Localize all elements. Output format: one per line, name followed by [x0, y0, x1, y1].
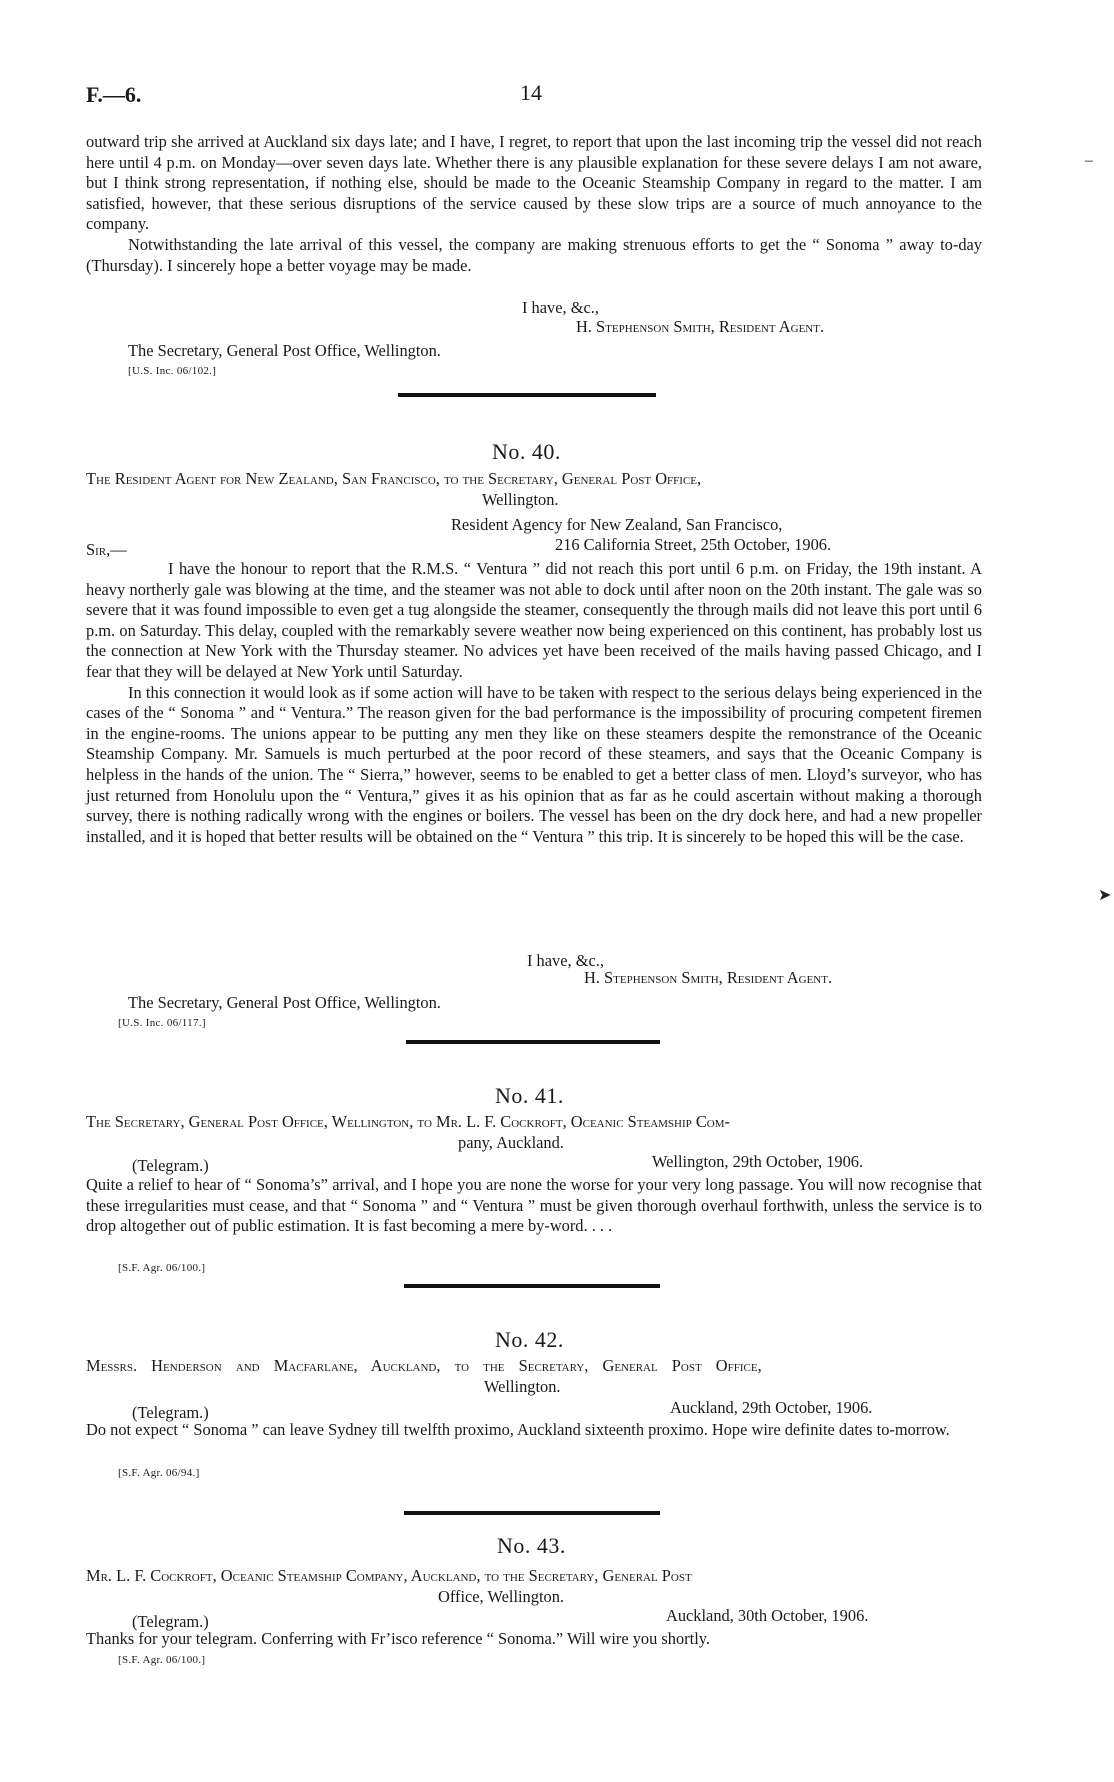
section-rule — [406, 1040, 660, 1044]
letter-41-title — [86, 1112, 982, 1153]
letter-40-ref: [U.S. Inc. 06/117.] — [118, 1017, 206, 1029]
letter-43-title-line1: Mr. L. F. Cockroft, Oceanic Steamship Company, Auckland, to the Secretary, General Post — [86, 1566, 692, 1585]
letter-40-body — [86, 559, 982, 847]
intro-section — [86, 132, 982, 276]
letter-40-title — [86, 469, 982, 510]
intro-paragraph-2: Notwithstanding the late arrival of this vessel, the company are making strenuous efforts to get the “ Sonoma ” away to-day (Thursday). I sincerely hope a better voyage may be made. — [86, 234, 982, 275]
letter-43-body: Thanks for your telegram. Conferring with Fr’isco reference “ Sonoma.” Will wire you shortly. — [86, 1629, 710, 1648]
intro-addressee: The Secretary, General Post Office, Wellington. — [128, 341, 441, 360]
section-rule — [404, 1511, 660, 1515]
intro-signature: H. Stephenson Smith, Resident Agent. — [576, 317, 825, 336]
letter-40-signature: H. Stephenson Smith, Resident Agent. — [584, 968, 833, 987]
letter-number-40: No. 40. — [492, 439, 561, 464]
letter-43-ref: [S.F. Agr. 06/100.] — [118, 1654, 206, 1666]
letter-40-title-line2: Wellington. — [482, 489, 559, 509]
intro-paragraph-1: outward trip she arrived at Auckland six days late; and I have, I regret, to report that upon the last incoming trip the vessel did not reach here until 4 p.m. on Monday—over seven days late. Whether there is any plausible explanation for these severe delays I am not aware, but I think strong representation, if nothing else, should be made to the Oceanic Steamship Company in regard to the matter. I am satisfied, however, that these serious disruptions of the service caused by these slow trips are a source of much annoyance to the company. — [86, 132, 982, 234]
letter-40-salutation: Sir,— — [86, 540, 127, 559]
letter-40-closing: I have, &c., — [527, 951, 604, 970]
letter-41-title-line1: The Secretary, General Post Office, Wellington, to Mr. L. F. Cockroft, Oceanic Steamship Com- — [86, 1112, 730, 1131]
letter-41-title-line2: pany, Auckland. — [458, 1132, 564, 1152]
letter-43-title — [86, 1566, 982, 1607]
letter-42-telegram: (Telegram.) — [132, 1403, 209, 1422]
letter-42-title-line1: Messrs. Henderson and Macfarlane, Auckland, to the Secretary, General Post Office, — [86, 1356, 762, 1375]
letter-42-ref: [S.F. Agr. 06/94.] — [118, 1467, 200, 1479]
page-ref: F.—6. — [86, 82, 142, 107]
letter-40-address-2: 216 California Street, 25th October, 1906. — [555, 535, 832, 554]
letter-43-title-line2: Office, Wellington. — [438, 1586, 564, 1606]
letter-43-dateline: Auckland, 30th October, 1906. — [666, 1606, 869, 1625]
letter-42-body: Do not expect “ Sonoma ” can leave Sydney till twelfth proximo, Auckland sixteenth proximo. Hope wire definite dates to-morrow. — [86, 1420, 950, 1439]
page-number: 14 — [520, 80, 542, 105]
letter-41-ref: [S.F. Agr. 06/100.] — [118, 1262, 206, 1274]
letter-40-addressee: The Secretary, General Post Office, Wellington. — [128, 993, 441, 1012]
letter-43-telegram: (Telegram.) — [132, 1612, 209, 1631]
letter-42-title — [86, 1356, 982, 1397]
letter-40-paragraph-1: I have the honour to report that the R.M.S. “ Ventura ” did not reach this port until 6 p.m. on Friday, the 19th instant. A heavy northerly gale was blowing at the time, and the steamer was not able to dock until after noon on the 20th instant. The gale was so severe that it was found impossible to even get a tug alongside the steamer, consequently the through mails did not leave this port until 6 p.m. on Saturday. This delay, coupled with the remarkably severe weather now being experienced on this continent, has probably lost us the connection at New York with the Thursday steamer. No advices yet have been received of the mails having passed Chicago, and I fear that they will be delayed at New York until Saturday. — [86, 559, 982, 681]
letter-number-42: No. 42. — [495, 1327, 564, 1352]
intro-ref: [U.S. Inc. 06/102.] — [128, 365, 217, 377]
letter-40-address-1: Resident Agency for New Zealand, San Francisco, — [451, 515, 783, 534]
letter-41-telegram: (Telegram.) — [132, 1156, 209, 1175]
margin-dash-mark: – — [1085, 152, 1093, 169]
letter-40-title-line1: The Resident Agent for New Zealand, San Francisco, to the Secretary, General Post Office, — [86, 469, 702, 488]
letter-42-dateline: Auckland, 29th October, 1906. — [670, 1398, 873, 1417]
letter-number-41: No. 41. — [495, 1083, 564, 1108]
letter-41-dateline: Wellington, 29th October, 1906. — [652, 1152, 864, 1171]
intro-closing: I have, &c., — [522, 298, 599, 317]
letter-41-body: Quite a relief to hear of “ Sonoma’s” arrival, and I hope you are none the worse for your very long passage. You will now recognise that these irregularities must cease, and that “ Sonoma ” and “ Ventura ” must be given thorough overhaul forthwith, unless the service is to drop altogether out of public estimation. It is fast becoming a mere by-word. . . . — [86, 1175, 982, 1236]
margin-arrow-mark: ➤ — [1098, 887, 1112, 904]
letter-40-paragraph-2: In this connection it would look as if some action will have to be taken with respect to the serious delays being experienced in the cases of the “ Sonoma ” and “ Ventura.” The reason given for the bad performance is the impossibility of procuring competent firemen in the engine-rooms. The unions appear to be putting any men they like on these steamers despite the remonstrance of the Oceanic Steamship Company. Mr. Samuels is much perturbed at the poor record of these steamers, and says that the Oceanic Company is helpless in the hands of the union. The “ Sierra,” however, seems to be enabled to get a better class of men. Lloyd’s surveyor, who has just returned from Honolulu upon the “ Ventura,” gives it as his opinion that as far as he could ascertain without making a thorough survey, there is nothing radically wrong with the engines or boilers. The vessel has been on the dry dock here, and had a new propeller installed, and it is hoped that better results will be obtained on the “ Ventura ” this trip. It is sincerely to be hoped this will be the case. — [86, 682, 982, 846]
section-rule — [398, 393, 656, 397]
letter-number-43: No. 43. — [497, 1533, 566, 1558]
letter-42-title-line2: Wellington. — [484, 1376, 561, 1396]
section-rule — [404, 1284, 660, 1288]
